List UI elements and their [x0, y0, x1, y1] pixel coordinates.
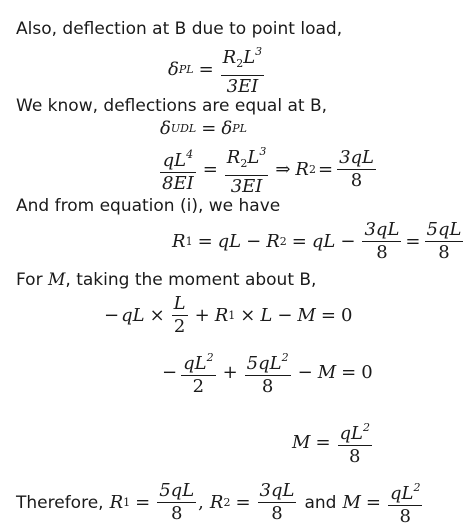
equals-sign: = — [405, 231, 421, 253]
subscript-2: 2 — [308, 163, 316, 177]
numerator — [181, 348, 215, 375]
symbol-r: R — [214, 305, 229, 327]
times-sign: × — [149, 305, 165, 327]
plus-sign: + — [222, 362, 238, 384]
implies-arrow: ⇒ — [275, 159, 291, 181]
symbol-m: M — [47, 270, 66, 290]
numerator — [245, 348, 291, 375]
symbol-r: R — [222, 47, 237, 68]
fraction-5ql2-over-8 — [245, 348, 291, 397]
equation-solve-r2 — [158, 142, 378, 197]
denominator: 3EI — [226, 76, 259, 98]
equals-sign: = — [341, 362, 357, 384]
equals-sign: = — [202, 159, 218, 181]
superscript-3: 3 — [255, 45, 263, 58]
equals-sign: = — [320, 305, 336, 327]
numerator — [221, 42, 265, 75]
symbol-r: R — [109, 492, 124, 514]
plus-sign: + — [194, 305, 210, 327]
text-deflection-point-load: Also, deflection at B due to point load, — [16, 19, 343, 39]
symbol-r: R — [209, 492, 224, 514]
equals-sign: = — [135, 492, 151, 514]
fraction-ql2-over-8 — [338, 418, 372, 467]
denominator: 8 — [376, 242, 388, 264]
denominator: 8 — [350, 170, 363, 192]
text-for: For — [16, 270, 48, 290]
numerator — [388, 478, 422, 505]
numerator: 5qL — [159, 480, 195, 501]
superscript-4: 4 — [186, 148, 194, 161]
denominator: 8 — [349, 446, 361, 468]
denominator: 2 — [192, 376, 205, 398]
fraction-3ql-over-8 — [258, 481, 297, 524]
symbol-delta: δ — [221, 118, 233, 139]
subscript-1: 1 — [123, 496, 131, 510]
symbol-ql: qL — [217, 231, 242, 253]
equation-final-results — [16, 478, 424, 527]
numerator — [225, 142, 269, 175]
superscript-2: 2 — [281, 351, 289, 364]
symbol-delta: δ — [160, 118, 171, 139]
minus-sign: − — [297, 362, 313, 384]
symbol-l: L — [260, 305, 273, 327]
equals-sign: = — [315, 432, 331, 454]
comma: , — [198, 492, 204, 514]
text-and: and — [304, 492, 337, 513]
superscript-3: 3 — [259, 145, 267, 158]
number-zero: 0 — [361, 362, 373, 384]
denominator: 8 — [438, 242, 450, 264]
subscript-2: 2 — [240, 157, 248, 170]
subscript-1: 1 — [185, 235, 193, 249]
numerator: 3qL — [259, 480, 295, 501]
symbol-r: R — [266, 231, 280, 253]
equation-moment-simplified — [162, 348, 373, 397]
number-zero: 0 — [340, 305, 353, 327]
symbol-delta: δ — [168, 59, 179, 81]
minus-sign: − — [162, 362, 178, 384]
equals-sign: = — [235, 492, 251, 514]
subscript-2: 2 — [236, 57, 244, 70]
subscript-udl: UDL — [170, 122, 197, 135]
fraction-ql2-over-2 — [181, 348, 215, 397]
subscript-pl: PL — [232, 122, 247, 135]
times-sign: × — [240, 305, 256, 327]
symbol-ql: qL — [390, 483, 414, 504]
symbol-r: R — [295, 159, 309, 181]
symbol-ql: qL — [162, 150, 187, 171]
fraction-r2l3-over-3ei — [225, 142, 269, 197]
numerator: L — [173, 293, 186, 314]
equation-solve-r1 — [172, 220, 465, 263]
numerator: 5qL — [426, 219, 462, 240]
fraction-3ql-over-8 — [337, 148, 376, 191]
fraction-l-over-2 — [172, 294, 188, 337]
numerator: 3qL — [339, 147, 374, 168]
symbol-ql: qL — [339, 423, 364, 444]
superscript-2: 2 — [363, 421, 371, 434]
fraction-5ql-over-8 — [157, 481, 196, 524]
numerator: 3qL — [364, 219, 400, 240]
denominator: 2 — [173, 316, 186, 338]
equals-sign: = — [197, 231, 213, 253]
numerator — [161, 145, 195, 172]
superscript-2: 2 — [413, 481, 421, 494]
subscript-2: 2 — [279, 235, 287, 249]
symbol-l: L — [243, 47, 256, 68]
symbol-ql: qL — [311, 231, 336, 253]
symbol-r: R — [172, 231, 186, 253]
symbol-m: M — [317, 362, 337, 384]
subscript-2: 2 — [223, 496, 231, 510]
denominator: 8 — [271, 503, 283, 525]
subscript-1: 1 — [228, 309, 236, 323]
minus-sign: − — [277, 305, 293, 327]
symbol-ql: qL — [121, 305, 145, 327]
text-deflections-equal: We know, deflections are equal at B, — [16, 96, 328, 116]
text-from-equation-i: And from equation (i), we have — [16, 196, 281, 216]
text-taking-moment: , taking the moment about B, — [65, 270, 317, 290]
fraction-3ql-over-8 — [362, 220, 401, 263]
symbol-5ql: 5qL — [246, 353, 282, 374]
symbol-m: M — [342, 492, 361, 514]
denominator: 8 — [399, 506, 411, 528]
denominator: 3EI — [230, 176, 263, 198]
equals-sign: = — [198, 59, 214, 81]
equation-moment-balance — [104, 294, 352, 337]
equation-m-result — [292, 418, 374, 467]
denominator: 8 — [170, 503, 183, 525]
symbol-ql: qL — [183, 353, 207, 374]
equals-sign: = — [201, 118, 217, 139]
text-moment-about-b — [16, 270, 316, 290]
denominator: 8 — [261, 376, 274, 398]
subscript-pl: PL — [178, 63, 194, 77]
equation-delta-udl-equals-delta-pl — [160, 118, 247, 139]
minus-sign: − — [340, 231, 356, 253]
symbol-l: L — [247, 147, 260, 168]
equation-delta-pl — [168, 42, 266, 97]
minus-sign: − — [246, 231, 262, 253]
symbol-m: M — [292, 432, 311, 454]
denominator: 8EI — [162, 173, 194, 195]
minus-sign: − — [104, 305, 120, 327]
fraction-ql2-over-8 — [388, 478, 422, 527]
fraction-ql4-over-8ei — [160, 145, 196, 194]
fraction-5ql-over-8 — [425, 220, 464, 263]
equals-sign: = — [365, 492, 381, 514]
numerator — [338, 418, 372, 445]
equals-sign: = — [317, 159, 334, 181]
equals-sign: = — [291, 231, 307, 253]
symbol-m: M — [297, 305, 316, 327]
fraction-r2l3-over-3ei — [221, 42, 265, 97]
symbol-r: R — [226, 147, 241, 168]
text-therefore: Therefore, — [16, 492, 104, 513]
superscript-2: 2 — [206, 351, 214, 364]
